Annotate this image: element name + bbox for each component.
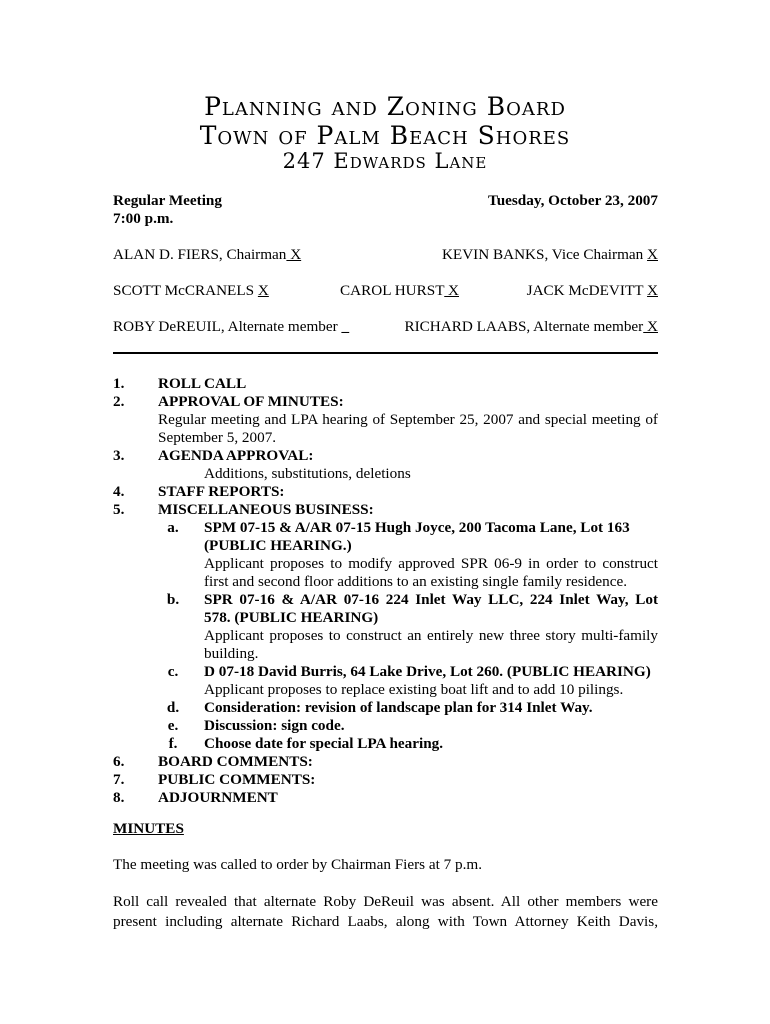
attendee-name: ROBY DeREUIL, Alternate member xyxy=(113,318,342,335)
minutes-heading: MINUTES xyxy=(113,820,184,837)
sub-item-e xyxy=(113,717,658,735)
attendee-name: JACK McDEVITT xyxy=(526,282,648,299)
agenda-item-board-comments xyxy=(113,753,658,771)
board-title: Planning and Zoning Board xyxy=(204,92,566,121)
paragraph-line: present including alternate Richard Laabs, along with Town Attorney Keith Davis, xyxy=(113,913,658,930)
item-title: STAFF REPORTS: xyxy=(158,483,285,500)
agenda-list xyxy=(113,375,658,807)
sub-item-description: first and second floor additions to an existing single family residence. xyxy=(204,573,628,590)
item-title: ADJOURNMENT xyxy=(158,789,278,806)
paragraph-line: Roll call revealed that alternate Roby DeReuil was absent. All other members were xyxy=(113,893,658,910)
item-title: PUBLIC COMMENTS: xyxy=(158,771,316,788)
attendee-name: CAROL HURST xyxy=(340,282,445,299)
presence-mark: X xyxy=(647,246,658,263)
attendee-name: RICHARD LAABS, Alternate member xyxy=(404,318,644,335)
attendee-name: KEVIN BANKS, Vice Chairman xyxy=(441,246,648,263)
sub-item-c xyxy=(113,663,658,681)
attendee-name: SCOTT McCRANELS xyxy=(113,282,258,299)
sub-item-letter: f. xyxy=(168,735,178,752)
minutes-paragraph xyxy=(113,855,658,875)
address-title: 247 Edwards Lane xyxy=(282,149,488,173)
sub-item-b xyxy=(113,591,658,609)
presence-mark: _ xyxy=(341,318,350,335)
sub-item-a xyxy=(113,519,658,537)
item-number: 5. xyxy=(113,501,125,518)
item-description: Additions, substitutions, deletions xyxy=(204,465,411,482)
agenda-item-miscellaneous-business xyxy=(113,501,658,519)
sub-item-title: SPM 07-15 & A/AR 07-15 Hugh Joyce, 200 Tacoma Lane, Lot 163 xyxy=(204,519,630,536)
sub-item-d xyxy=(113,699,658,717)
attendee-mccranels xyxy=(113,282,269,300)
item-description: September 5, 2007. xyxy=(158,429,277,446)
sub-item-description: Applicant proposes to replace existing boat lift and to add 10 pilings. xyxy=(204,681,624,698)
item-number: 2. xyxy=(113,393,125,410)
meeting-date: Tuesday, October 23, 2007 xyxy=(487,192,658,209)
sub-item-description: building. xyxy=(204,645,259,662)
sub-item-letter: e. xyxy=(167,717,179,734)
attendee-mcdevitt xyxy=(527,282,658,300)
item-number: 1. xyxy=(113,375,125,392)
sub-item-f xyxy=(113,735,658,753)
sub-item-letter: a. xyxy=(167,519,179,536)
presence-mark: X xyxy=(643,318,658,335)
item-title: ROLL CALL xyxy=(158,375,247,392)
town-title: Town of Palm Beach Shores xyxy=(199,121,571,150)
divider-rule xyxy=(113,352,658,354)
agenda-item-adjournment xyxy=(113,789,658,807)
presence-mark: X xyxy=(286,246,302,263)
item-title: APPROVAL OF MINUTES: xyxy=(158,393,344,410)
presence-mark: X xyxy=(257,282,269,299)
attendee-banks xyxy=(442,246,658,264)
attendee-name: ALAN D. FIERS, Chairman xyxy=(113,246,287,263)
sub-item-title: (PUBLIC HEARING.) xyxy=(204,537,352,554)
item-number: 4. xyxy=(113,483,125,500)
agenda-item-approval-of-minutes xyxy=(113,393,658,411)
item-number: 7. xyxy=(113,771,125,788)
sub-item-description: Applicant proposes to construct an entirely new three story multi-family xyxy=(204,627,658,644)
attendee-hurst xyxy=(340,282,459,300)
paragraph-line: The meeting was called to order by Chairman Fiers at 7 p.m. xyxy=(113,856,483,873)
meeting-type: Regular Meeting xyxy=(113,192,222,209)
item-number: 3. xyxy=(113,447,125,464)
item-title: BOARD COMMENTS: xyxy=(158,753,313,770)
sub-item-title: Consideration: revision of landscape plan for 314 Inlet Way. xyxy=(204,699,593,716)
sub-item-letter: b. xyxy=(166,591,180,608)
attendee-dereuil xyxy=(113,318,349,336)
sub-item-letter: d. xyxy=(166,699,180,716)
meeting-time: 7:00 p.m. xyxy=(113,210,174,227)
item-number: 6. xyxy=(113,753,125,770)
agenda-item-roll-call xyxy=(113,375,658,393)
item-description: Regular meeting and LPA hearing of September 25, 2007 and special meeting of xyxy=(158,411,658,428)
sub-item-title: D 07-18 David Burris, 64 Lake Drive, Lot 260. (PUBLIC HEARING) xyxy=(204,663,651,680)
sub-item-title: Discussion: sign code. xyxy=(204,717,345,734)
item-title: MISCELLANEOUS BUSINESS: xyxy=(158,501,374,518)
agenda-item-agenda-approval xyxy=(113,447,658,465)
presence-mark: X xyxy=(647,282,658,299)
presence-mark: X xyxy=(444,282,459,299)
attendee-fiers xyxy=(113,246,301,264)
agenda-item-public-comments xyxy=(113,771,658,789)
attendee-laabs xyxy=(404,318,658,336)
minutes-paragraph xyxy=(113,892,658,932)
sub-item-title: 578. (PUBLIC HEARING) xyxy=(204,609,379,626)
sub-item-title: SPR 07-16 & A/AR 07-16 224 Inlet Way LLC, 224 Inlet Way, Lot xyxy=(204,591,658,608)
agenda-item-staff-reports xyxy=(113,483,658,501)
sub-item-title: Choose date for special LPA hearing. xyxy=(204,735,444,752)
item-number: 8. xyxy=(113,789,125,806)
item-title: AGENDA APPROVAL: xyxy=(158,447,314,464)
sub-item-description: Applicant proposes to modify approved SPR 06-9 in order to construct xyxy=(204,555,658,572)
sub-item-letter: c. xyxy=(167,663,179,680)
